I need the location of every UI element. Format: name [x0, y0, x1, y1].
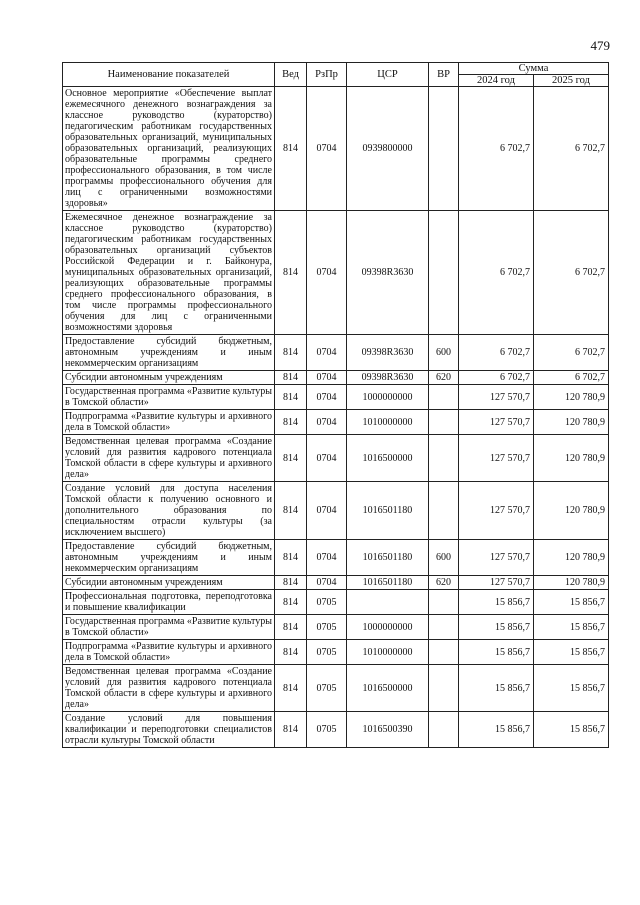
- row-sum-2024: 127 570,7: [459, 576, 534, 590]
- row-sum-2024: 6 702,7: [459, 211, 534, 335]
- row-rzpr: 0705: [307, 665, 347, 712]
- table-row: [63, 712, 609, 748]
- row-vr: [429, 87, 459, 211]
- row-rzpr: 0704: [307, 335, 347, 371]
- row-csr: 0939800000: [347, 87, 429, 211]
- row-rzpr: 0704: [307, 435, 347, 482]
- row-csr: 1000000000: [347, 385, 429, 410]
- row-rzpr: 0704: [307, 87, 347, 211]
- row-rzpr: 0704: [307, 211, 347, 335]
- table-row: [63, 482, 609, 540]
- row-vr: 620: [429, 371, 459, 385]
- table-row: [63, 385, 609, 410]
- row-ved: 814: [275, 712, 307, 748]
- row-ved: 814: [275, 640, 307, 665]
- table-row: [63, 435, 609, 482]
- row-sum-2025: 15 856,7: [534, 615, 609, 640]
- row-name: Субсидии автономным учреждениям: [63, 576, 275, 590]
- row-name: Ежемесячное денежное вознаграждение за классное руководство (кураторство) педагогическим работникам государственных образовательных организаций субъектов Российской Федерации и г. Байконура, муниципальных образовательных организаций, реализующих образовательные программы среднего профессионального образования, в том числе программы профессионального обучения для лиц с ограниченными возможностями здоровья: [63, 211, 275, 335]
- row-vr: 620: [429, 576, 459, 590]
- table-row: [63, 211, 609, 335]
- header-2024: 2024 год: [459, 75, 534, 87]
- row-ved: 814: [275, 371, 307, 385]
- row-vr: [429, 665, 459, 712]
- row-csr: 1016500390: [347, 712, 429, 748]
- table-row: [63, 615, 609, 640]
- row-vr: 600: [429, 540, 459, 576]
- row-rzpr: 0704: [307, 482, 347, 540]
- table-row: [63, 576, 609, 590]
- row-vr: 600: [429, 335, 459, 371]
- row-csr: [347, 590, 429, 615]
- row-sum-2025: 6 702,7: [534, 87, 609, 211]
- row-sum-2025: 120 780,9: [534, 482, 609, 540]
- row-sum-2024: 127 570,7: [459, 435, 534, 482]
- row-name: Профессиональная подготовка, переподготовка и повышение квалификации: [63, 590, 275, 615]
- row-vr: [429, 615, 459, 640]
- row-rzpr: 0704: [307, 385, 347, 410]
- row-csr: 1016501180: [347, 482, 429, 540]
- row-csr: 1016501180: [347, 576, 429, 590]
- row-ved: 814: [275, 211, 307, 335]
- row-sum-2024: 6 702,7: [459, 335, 534, 371]
- row-sum-2025: 15 856,7: [534, 665, 609, 712]
- row-name: Предоставление субсидий бюджетным, автономным учреждениям и иным некоммерческим организациям: [63, 540, 275, 576]
- table-row: [63, 335, 609, 371]
- row-ved: 814: [275, 540, 307, 576]
- row-sum-2025: 6 702,7: [534, 335, 609, 371]
- row-csr: 09398R3630: [347, 371, 429, 385]
- row-rzpr: 0705: [307, 615, 347, 640]
- row-sum-2025: 120 780,9: [534, 576, 609, 590]
- table-row: [63, 540, 609, 576]
- row-sum-2025: 120 780,9: [534, 435, 609, 482]
- row-ved: 814: [275, 615, 307, 640]
- row-rzpr: 0704: [307, 540, 347, 576]
- row-vr: [429, 640, 459, 665]
- header-csr: ЦСР: [347, 63, 429, 87]
- header-rzpr: РзПр: [307, 63, 347, 87]
- row-sum-2025: 120 780,9: [534, 385, 609, 410]
- row-sum-2025: 15 856,7: [534, 640, 609, 665]
- row-ved: 814: [275, 590, 307, 615]
- row-sum-2025: 15 856,7: [534, 712, 609, 748]
- row-sum-2024: 15 856,7: [459, 665, 534, 712]
- row-sum-2024: 127 570,7: [459, 540, 534, 576]
- row-csr: 1000000000: [347, 615, 429, 640]
- row-rzpr: 0705: [307, 712, 347, 748]
- row-ved: 814: [275, 385, 307, 410]
- row-sum-2024: 127 570,7: [459, 482, 534, 540]
- row-sum-2025: 120 780,9: [534, 540, 609, 576]
- row-csr: 1016500000: [347, 435, 429, 482]
- row-sum-2025: 6 702,7: [534, 211, 609, 335]
- page-number: 479: [590, 38, 610, 53]
- row-vr: [429, 435, 459, 482]
- row-vr: [429, 211, 459, 335]
- row-sum-2024: 6 702,7: [459, 371, 534, 385]
- table-row: [63, 87, 609, 211]
- row-ved: 814: [275, 576, 307, 590]
- header-ved: Вед: [275, 63, 307, 87]
- header-sum: Сумма: [459, 63, 609, 75]
- table-row: [63, 590, 609, 615]
- row-csr: 1016500000: [347, 665, 429, 712]
- row-name: Государственная программа «Развитие культуры в Томской области»: [63, 615, 275, 640]
- row-sum-2024: 15 856,7: [459, 590, 534, 615]
- table-row: [63, 371, 609, 385]
- row-name: Создание условий для повышения квалификации и переподготовки специалистов отрасли культуры Томской области: [63, 712, 275, 748]
- row-sum-2025: 6 702,7: [534, 371, 609, 385]
- row-name: Субсидии автономным учреждениям: [63, 371, 275, 385]
- budget-table: [62, 62, 609, 748]
- row-name: Ведомственная целевая программа «Создание условий для развития кадрового потенциала Томской области в сфере культуры и архивного дела»: [63, 665, 275, 712]
- row-vr: [429, 410, 459, 435]
- row-name: Подпрограмма «Развитие культуры и архивного дела в Томской области»: [63, 410, 275, 435]
- row-vr: [429, 590, 459, 615]
- row-ved: 814: [275, 435, 307, 482]
- header-vr: ВР: [429, 63, 459, 87]
- row-name: Основное мероприятие «Обеспечение выплат ежемесячного денежного вознаграждения за классное руководство (кураторство) педагогическим работникам государственных образовательных организаций, муниципальных образовательных организаций, реализующих образовательные программы среднего профессионального образования, в том числе программы профессионального обучения для лиц с ограниченными возможностями здоровья»: [63, 87, 275, 211]
- row-ved: 814: [275, 87, 307, 211]
- row-name: Подпрограмма «Развитие культуры и архивного дела в Томской области»: [63, 640, 275, 665]
- row-rzpr: 0704: [307, 371, 347, 385]
- row-sum-2024: 127 570,7: [459, 410, 534, 435]
- row-sum-2024: 15 856,7: [459, 640, 534, 665]
- row-name: Предоставление субсидий бюджетным, автономным учреждениям и иным некоммерческим организациям: [63, 335, 275, 371]
- row-csr: 09398R3630: [347, 211, 429, 335]
- row-sum-2025: 120 780,9: [534, 410, 609, 435]
- row-csr: 1010000000: [347, 640, 429, 665]
- row-ved: 814: [275, 410, 307, 435]
- row-csr: 1010000000: [347, 410, 429, 435]
- row-name: Государственная программа «Развитие культуры в Томской области»: [63, 385, 275, 410]
- row-ved: 814: [275, 335, 307, 371]
- table-row: [63, 640, 609, 665]
- row-rzpr: 0704: [307, 410, 347, 435]
- row-rzpr: 0705: [307, 640, 347, 665]
- row-rzpr: 0704: [307, 576, 347, 590]
- row-name: Ведомственная целевая программа «Создание условий для развития кадрового потенциала Томской области в сфере культуры и архивного дела»: [63, 435, 275, 482]
- row-sum-2024: 6 702,7: [459, 87, 534, 211]
- row-csr: 09398R3630: [347, 335, 429, 371]
- header-2025: 2025 год: [534, 75, 609, 87]
- table-row: [63, 665, 609, 712]
- row-csr: 1016501180: [347, 540, 429, 576]
- table-row: [63, 410, 609, 435]
- row-sum-2024: 15 856,7: [459, 615, 534, 640]
- row-sum-2025: 15 856,7: [534, 590, 609, 615]
- row-rzpr: 0705: [307, 590, 347, 615]
- row-vr: [429, 385, 459, 410]
- row-sum-2024: 15 856,7: [459, 712, 534, 748]
- row-sum-2024: 127 570,7: [459, 385, 534, 410]
- row-vr: [429, 712, 459, 748]
- row-ved: 814: [275, 665, 307, 712]
- row-name: Создание условий для доступа населения Томской области к получению основного и дополнительного образования по специальностям отрасли культуры (за исключением высшего): [63, 482, 275, 540]
- row-ved: 814: [275, 482, 307, 540]
- row-vr: [429, 482, 459, 540]
- header-name: Наименование показателей: [63, 63, 275, 87]
